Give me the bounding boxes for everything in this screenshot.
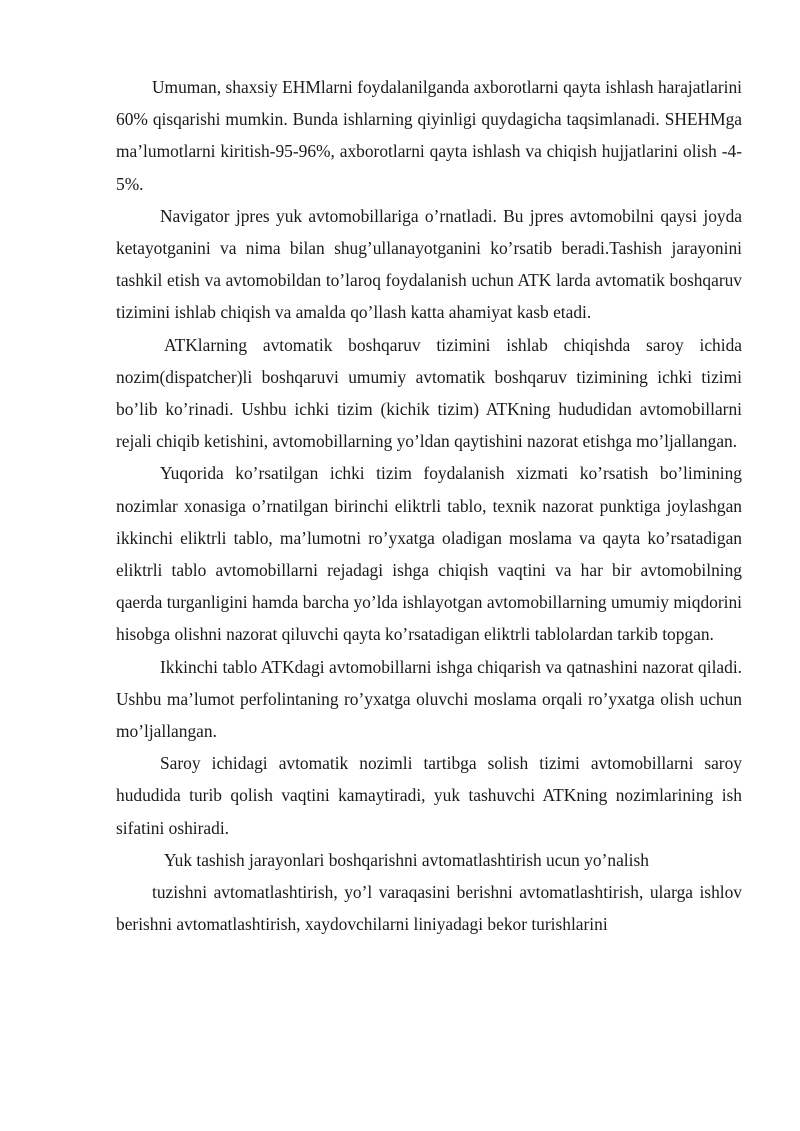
paragraph-1: Umuman, shaxsiy EHMlarni foydalanilganda axborotlarni qayta ishlash harajatlarini 60% qisqarishi mumkin. Bunda ishlarning qiyinligi quydagicha taqsimlanadi. SHEHMga ma’lumotlarni kiritish-95-96%, axborotlarni qayta ishlash va chiqish hujjatlarini olish -4-5%. xyxy=(116,77,742,194)
paragraph-2: Navigator jpres yuk avtomobillariga o’rnatladi. Bu jpres avtomobilni qaysi joyda ketayotganini va nima bilan shug’ullanayotganini ko’rsatib beradi.Tashish jarayonini tashkil etish va avtomobildan to’laroq foydalanish uchun ATK larda avtomatik boshqaruv tizimini ishlab chiqish va amalda qo’llash katta ahamiyat kasb etadi. xyxy=(116,205,742,323)
paragraph-3: ATKlarning avtomatik boshqaruv tizimini ishlab chiqishda saroy ichida nozim(dispatcher)li boshqaruvi umumiy avtomatik boshqaruv tizimining ichki tizimi bo’lib ko’rinadi. Ushbu ichki tizim (kichik tizim) ATKning hududidan avtomobillarni rejali chiqib ketishini, avtomobillarning yo’ldan qaytishini nazorat etishga mo’ljallangan. xyxy=(116,334,742,452)
paragraph-5: Ikkinchi tablo ATKdagi avtomobillarni ishga chiqarish va qatnashini nazorat qiladi. Ushbu ma’lumot perfolintaning ro’yxatga oluvchi moslama orqali ro’yxatga olish uchun mo’ljallangan. xyxy=(116,656,742,742)
paragraph-7: Yuk tashish jarayonlari boshqarishni avtomatlashtirish ucun yo’nalish xyxy=(164,849,649,870)
paragraph-6: Saroy ichidagi avtomatik nozimli tartibga solish tizimi avtomobillarni saroy hududida turib qolish vaqtini kamaytiradi, yuk tashuvchi ATKning nozimlarining ish sifatini oshiradi. xyxy=(116,753,742,838)
document-page xyxy=(116,71,742,940)
paragraph-4: Yuqorida ko’rsatilgan ichki tizim foydalanish xizmati ko’rsatish bo’limining nozimlar xonasiga o’rnatilgan birinchi eliktrli tablo, texnik nazorat punktiga joylashgan ikkinchi eliktrli tablo, ma’lumotni ro’yxatga oladigan moslama va qayta ko’rsatadigan eliktrli tablo avtomobillarni rejadagi ishga chiqish vaqtini va har bir avtomobilning qaerda turganligini hamda barcha yo’lda ishlayotgan avtomobillarning umumiy miqdorini hisobga olishni nazorat qiluvchi qayta ko’rsatadigan eliktrli tablolardan tarkib topgan. xyxy=(116,463,742,645)
paragraph-8: tuzishni avtomatlashtirish, yo’l varaqasini berishni avtomatlashtirish, ularga ishlov berishni avtomatlashtirish, xaydovchilarni liniyadagi bekor turishlarini xyxy=(116,882,742,935)
